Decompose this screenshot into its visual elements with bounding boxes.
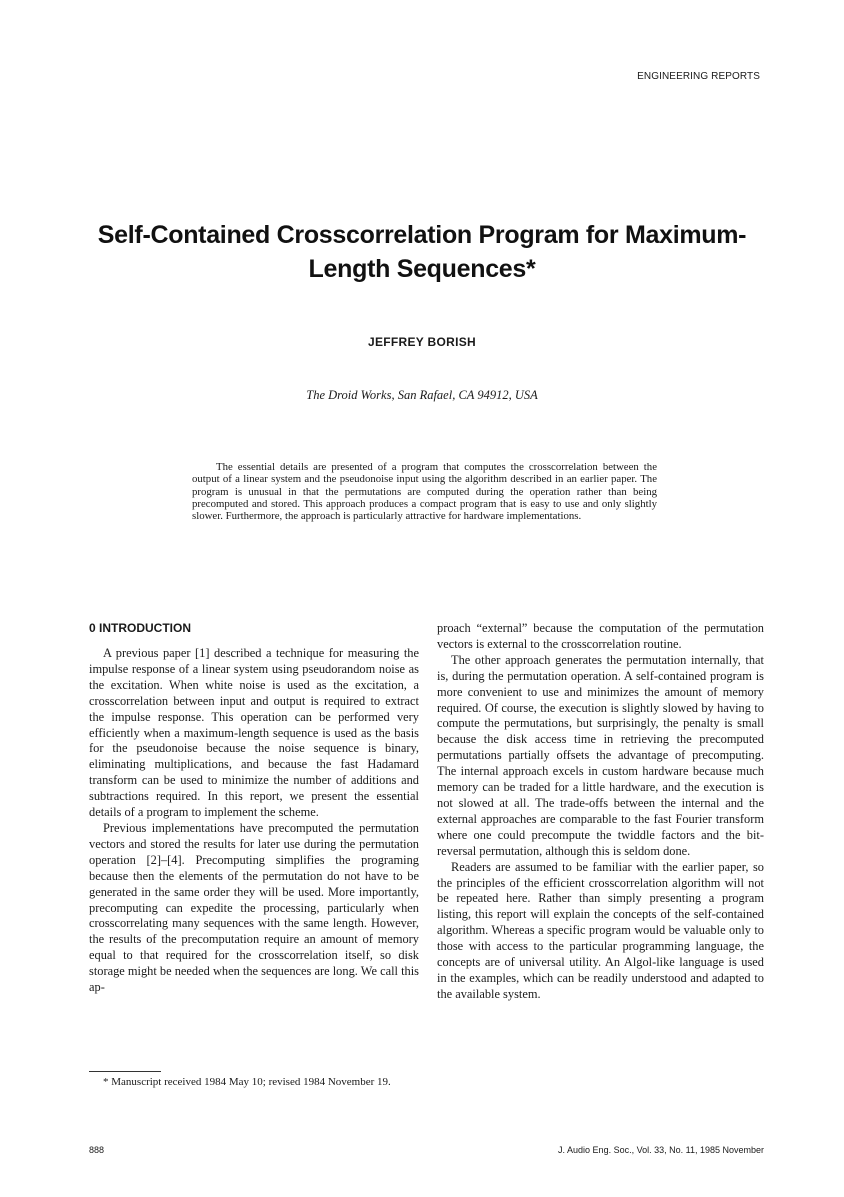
footnote: * Manuscript received 1984 May 10; revised 1984 November 19. (103, 1076, 391, 1088)
left-column (89, 621, 419, 996)
section-heading: 0 INTRODUCTION (89, 621, 191, 635)
running-head: ENGINEERING REPORTS (637, 71, 760, 82)
paragraph: Previous implementations have precomputed the permutation vectors and stored the results for later use during the permutation operation [2]–[4]. Precomputing simplifies the programing because then the elements of the permutation do not have to be generated in the same order they will be used. More importantly, precomputing can expedite the processing, particularly when crosscorrelating many sequences with the same length. However, the results of the precomputation require an amount of memory equal to that required for the crosscorrelation itself, so disk storage might be needed when the sequences are long. We call this ap- (89, 820, 419, 995)
paragraph: The other approach generates the permutation internally, that is, during the permutation operation. A self-contained program is more convenient to use and minimizes the amount of memory required. Of course, the execution is slightly slowed by having to compute the permutations, but surprisingly, the penalty is small because the disk access time in retrieving the precomputed permutations partially offsets the advantage of precomputing. The internal approach excels in custom hardware because much memory can be traded for a little hardware, and the execution is not slowed at all. The trade-offs between the internal and the external approaches are comparable to the fast Fourier transform where one could precompute the twiddle factors and the bit-reversal permutation, although this is seldom done. (437, 652, 764, 858)
abstract: The essential details are presented of a program that computes the crosscorrelation between the output of a linear system and the pseudonoise input using the algorithm described in an earlier paper. The program is unusual in that the permutations are computed during the operation rather than being precomputed and stored. This approach produces a compact program that is easy to use and only slightly slower. Furthermore, the approach is particularly attractive for hardware implementations. (192, 461, 657, 523)
author-name: JEFFREY BORISH (368, 335, 476, 349)
paragraph: proach “external” because the computation of the permutation vectors is external to the crosscorrelation routine. (437, 621, 764, 651)
paragraph: A previous paper [1] described a technique for measuring the impulse response of a linear system using pseudorandom noise as the excitation. When white noise is used as the excitation, a crosscorrelation between input and output is required to extract the impulse response. This operation can be performed very efficiently when a maximum-length sequence is used as the basis for the pseudonoise because the noise sequence is binary, eliminating multiplications, and because the fast Hadamard transform can be used to minimize the number of additions and subtractions required. In this report, we present the essential details of a program to implement the scheme. (89, 646, 419, 820)
author-affiliation: The Droid Works, San Rafael, CA 94912, USA (306, 388, 538, 402)
footnote-rule (89, 1071, 161, 1072)
right-column (437, 621, 764, 1003)
paragraph: Readers are assumed to be familiar with the earlier paper, so the principles of the efficient crosscorrelation algorithm will not be repeated here. Rather than simply presenting a program listing, this report will explain the concepts of the self-contained algorithm. Whereas a specific program would be valuable only to those with access to the particular programming language, the concepts are of universal utility. An Algol-like language is used in the examples, which can be readily understood and adapted to the available system. (437, 859, 764, 1001)
journal-reference: J. Audio Eng. Soc., Vol. 33, No. 11, 1985 November (558, 1145, 764, 1155)
paper-title: Self-Contained Crosscorrelation Program for Maximum-Length Sequences* (97, 221, 747, 283)
page-number: 888 (89, 1145, 105, 1155)
